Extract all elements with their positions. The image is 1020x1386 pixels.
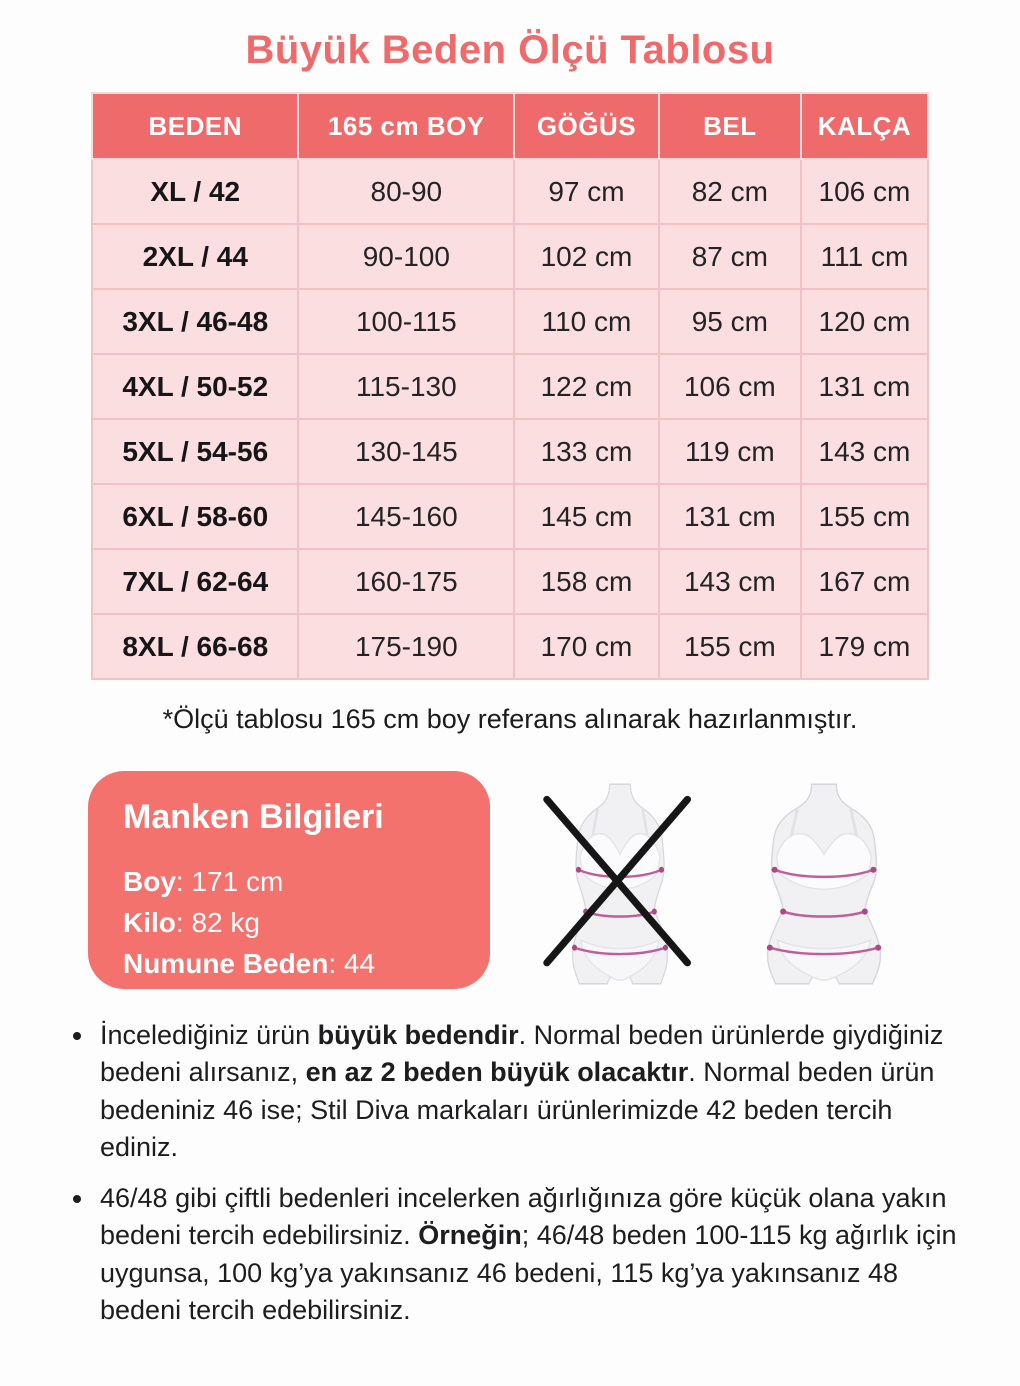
size-table-row bbox=[92, 289, 928, 354]
note-text-bold: en az 2 beden büyük olacaktır bbox=[305, 1057, 689, 1088]
size-cell-value: 120 cm bbox=[801, 289, 928, 354]
size-cell-value: 100-115 bbox=[298, 289, 514, 354]
size-cell-value: 175-190 bbox=[298, 614, 514, 679]
size-cell-value: 106 cm bbox=[801, 159, 928, 224]
size-cell-value: 97 cm bbox=[514, 159, 659, 224]
column-header-bel: BEL bbox=[659, 93, 801, 159]
note-text-bold: Örneğin bbox=[418, 1220, 522, 1251]
size-cell-value: 80-90 bbox=[298, 159, 514, 224]
size-cell-value: 111 cm bbox=[801, 224, 928, 289]
size-cell-value: 106 cm bbox=[659, 354, 801, 419]
size-cell-value: 110 cm bbox=[514, 289, 659, 354]
size-table-row bbox=[92, 159, 928, 224]
fit-figures bbox=[544, 783, 900, 985]
page-title: Büyük Beden Ölçü Tablosu bbox=[245, 28, 775, 72]
size-cell-value: 170 cm bbox=[514, 614, 659, 679]
size-cell-value: 87 cm bbox=[659, 224, 801, 289]
notes-list bbox=[60, 1017, 960, 1329]
size-cell-beden: 8XL / 66-68 bbox=[92, 614, 298, 679]
size-cell-beden: 3XL / 46-48 bbox=[92, 289, 298, 354]
size-cell-value: 145-160 bbox=[298, 484, 514, 549]
note-text: İncelediğiniz ürün bbox=[100, 1020, 318, 1050]
size-table-row bbox=[92, 224, 928, 289]
size-table-row bbox=[92, 354, 928, 419]
size-table-row bbox=[92, 419, 928, 484]
size-table-row bbox=[92, 484, 928, 549]
model-section bbox=[88, 771, 1020, 989]
size-cell-value: 155 cm bbox=[801, 484, 928, 549]
model-field-boy bbox=[123, 861, 470, 902]
size-cell-value: 131 cm bbox=[801, 354, 928, 419]
note-item-double-size bbox=[96, 1180, 960, 1329]
model-field-value: : 44 bbox=[328, 948, 376, 980]
size-cell-value: 82 cm bbox=[659, 159, 801, 224]
model-field-kilo bbox=[123, 902, 470, 943]
note-text: ; 46/48 beden 100-115 kg ağırlık için uygunsa, 100 kg’ya yakınsanız 46 bedeni, 115 kg’ya yakınsanız 48 bedeni tercih edebilirsiniz. bbox=[100, 1220, 957, 1325]
note-text: . Normal beden ürünlerde giydiğiniz bedeni alırsanız, bbox=[100, 1020, 944, 1088]
size-cell-beden: 5XL / 54-56 bbox=[92, 419, 298, 484]
size-table-row bbox=[92, 614, 928, 679]
model-field-value: : 171 cm bbox=[175, 866, 284, 897]
column-header-kalca: KALÇA bbox=[801, 93, 928, 159]
size-table-header-row bbox=[92, 93, 928, 159]
size-table-footnote: *Ölçü tablosu 165 cm boy referans alınarak hazırlanmıştır. bbox=[162, 704, 858, 734]
size-cell-value: 145 cm bbox=[514, 484, 659, 549]
model-field-label: Boy bbox=[123, 866, 176, 897]
correct-fit-figure bbox=[748, 783, 900, 985]
model-info-card bbox=[88, 771, 490, 989]
model-field-numune-beden bbox=[123, 943, 470, 984]
size-cell-beden: 4XL / 50-52 bbox=[92, 354, 298, 419]
size-table-body bbox=[92, 159, 928, 679]
size-cell-value: 158 cm bbox=[514, 549, 659, 614]
note-item-size-warning bbox=[96, 1017, 960, 1166]
size-cell-value: 167 cm bbox=[801, 549, 928, 614]
size-cell-value: 122 cm bbox=[514, 354, 659, 419]
size-cell-value: 102 cm bbox=[514, 224, 659, 289]
size-cell-beden: 2XL / 44 bbox=[92, 224, 298, 289]
model-field-label: Numune Beden bbox=[123, 948, 329, 980]
note-text-bold: büyük bedendir bbox=[317, 1020, 519, 1050]
size-cell-value: 130-145 bbox=[298, 419, 514, 484]
size-cell-beden: 7XL / 62-64 bbox=[92, 549, 298, 614]
size-cell-value: 90-100 bbox=[298, 224, 514, 289]
plus-size-figure-illustration bbox=[748, 783, 900, 985]
wrong-fit-figure bbox=[544, 783, 696, 985]
size-cell-beden: XL / 42 bbox=[92, 159, 298, 224]
column-header-gogus: GÖĞÜS bbox=[514, 93, 659, 159]
crossed-figure-illustration bbox=[544, 783, 696, 985]
size-cell-value: 133 cm bbox=[514, 419, 659, 484]
size-cell-value: 143 cm bbox=[801, 419, 928, 484]
size-table-row bbox=[92, 549, 928, 614]
size-cell-value: 160-175 bbox=[298, 549, 514, 614]
note-text: . Normal beden ürün bedeniniz 46 ise; Stil Diva markaları ürünlerimizde 42 beden tercih ediniz. bbox=[100, 1057, 935, 1162]
size-cell-beden: 6XL / 58-60 bbox=[92, 484, 298, 549]
size-cell-value: 155 cm bbox=[659, 614, 801, 679]
column-header-beden: BEDEN bbox=[92, 93, 298, 159]
size-cell-value: 95 cm bbox=[659, 289, 801, 354]
size-table bbox=[91, 92, 929, 680]
model-field-label: Kilo bbox=[123, 907, 176, 939]
column-header-boy: 165 cm BOY bbox=[298, 93, 514, 159]
size-cell-value: 179 cm bbox=[801, 614, 928, 679]
size-cell-value: 131 cm bbox=[659, 484, 801, 549]
model-field-value: : 82 kg bbox=[175, 907, 260, 939]
size-cell-value: 119 cm bbox=[659, 419, 801, 484]
size-cell-value: 143 cm bbox=[659, 549, 801, 614]
size-cell-value: 115-130 bbox=[298, 354, 514, 419]
model-info-title: Manken Bilgileri bbox=[123, 798, 384, 836]
note-text: 46/48 gibi çiftli bedenleri incelerken ağırlığınıza göre küçük olana yakın bedeni tercih edebilirsiniz. bbox=[100, 1183, 947, 1251]
